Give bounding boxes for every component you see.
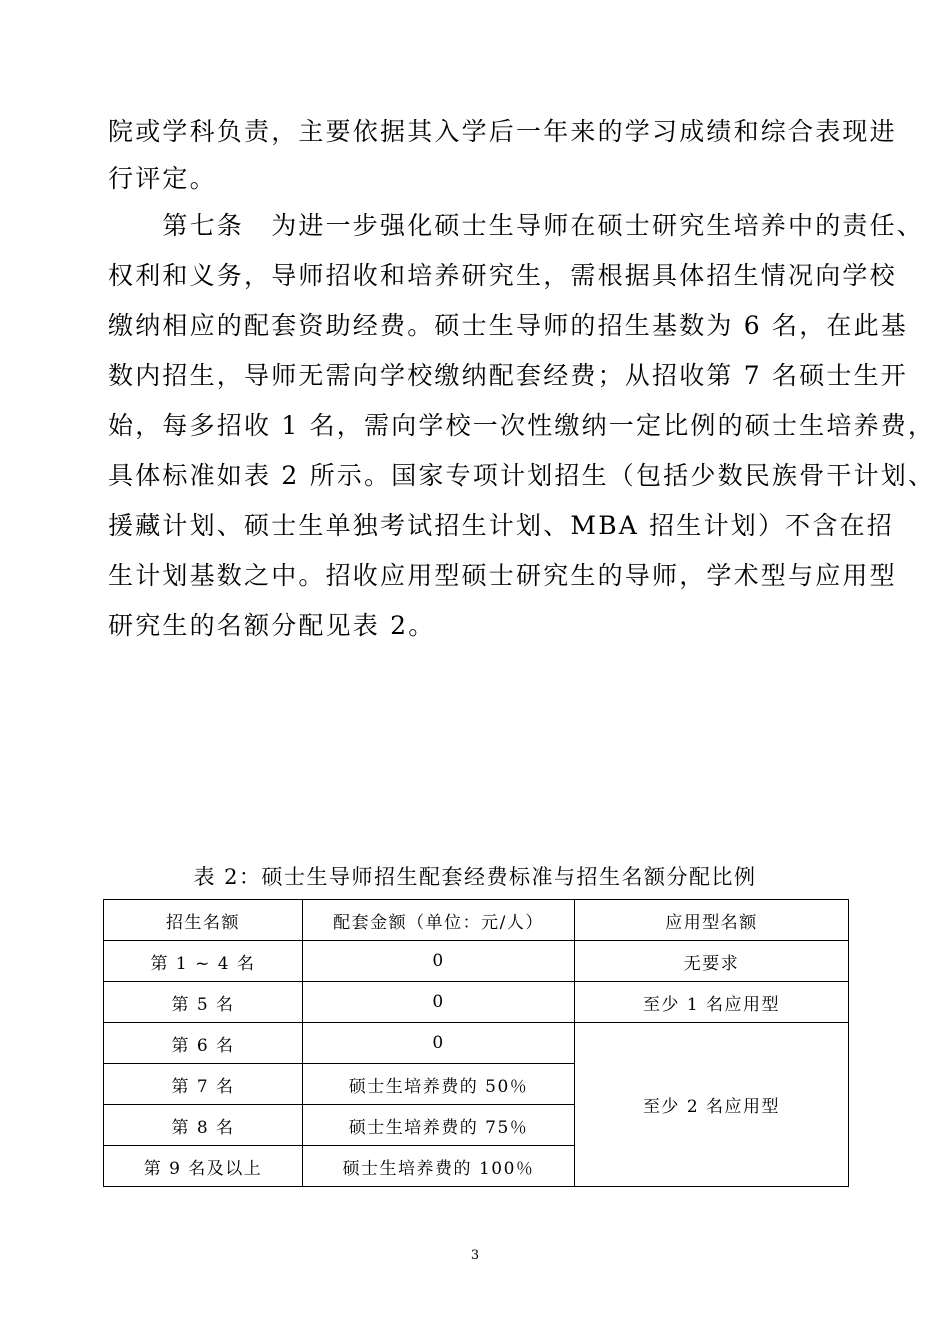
paragraph-line: 院或学科负责，主要依据其入学后一年来的学习成绩和综合表现进 — [108, 117, 897, 146]
paragraph-line: 第七条 为进一步强化硕士生导师在硕士研究生培养中的责任、 — [108, 211, 925, 240]
cell-quota: 第 5 名 — [104, 982, 303, 1023]
paragraph-line: 始，每多招收 1 名，需向学校一次性缴纳一定比例的硕士生培养费， — [108, 411, 936, 440]
paragraph-line: 生计划基数之中。招收应用型硕士研究生的导师，学术型与应用型 — [108, 561, 897, 590]
table-header-row — [104, 900, 849, 941]
cell-quota: 第 6 名 — [104, 1023, 303, 1064]
cell-applied-quota: 无要求 — [575, 941, 849, 982]
paragraph-line: 援藏计划、硕士生单独考试招生计划、MBA 招生计划）不含在招 — [108, 511, 894, 540]
cell-amount: 0 — [303, 941, 575, 982]
cell-amount: 硕士生培养费的 75％ — [303, 1105, 575, 1146]
paragraph-line: 缴纳相应的配套资助经费。硕士生导师的招生基数为 6 名，在此基 — [108, 311, 909, 340]
quota-allocation-table — [103, 899, 849, 1187]
cell-quota: 第 7 名 — [104, 1064, 303, 1105]
paragraph-line: 权利和义务，导师招收和培养研究生，需根据具体招生情况向学校 — [108, 261, 897, 290]
paragraph-line: 具体标准如表 2 所示。国家专项计划招生（包括少数民族骨干计划、 — [108, 461, 936, 490]
cell-quota: 第 9 名及以上 — [104, 1146, 303, 1187]
table-row — [104, 941, 849, 982]
cell-applied-quota: 至少 1 名应用型 — [575, 982, 849, 1023]
cell-amount: 硕士生培养费的 100％ — [303, 1146, 575, 1187]
cell-quota: 第 8 名 — [104, 1105, 303, 1146]
table-caption: 表 2：硕士生导师招生配套经费标准与招生名额分配比例 — [193, 865, 757, 889]
header-quota: 招生名额 — [104, 900, 303, 941]
table-row — [104, 982, 849, 1023]
header-applied-quota: 应用型名额 — [575, 900, 849, 941]
table-row — [104, 1023, 849, 1064]
cell-amount: 硕士生培养费的 50％ — [303, 1064, 575, 1105]
cell-amount: 0 — [303, 982, 575, 1023]
cell-quota: 第 1 ~ 4 名 — [104, 941, 303, 982]
header-amount: 配套金额（单位：元/人） — [303, 900, 575, 941]
cell-applied-quota-merged: 至少 2 名应用型 — [575, 1023, 849, 1187]
paragraph-line: 研究生的名额分配见表 2。 — [108, 611, 436, 640]
paragraph-line: 行评定。 — [108, 164, 217, 193]
page-number: 3 — [470, 1248, 480, 1263]
paragraph-line: 数内招生，导师无需向学校缴纳配套经费；从招收第 7 名硕士生开 — [108, 361, 909, 390]
cell-amount: 0 — [303, 1023, 575, 1064]
